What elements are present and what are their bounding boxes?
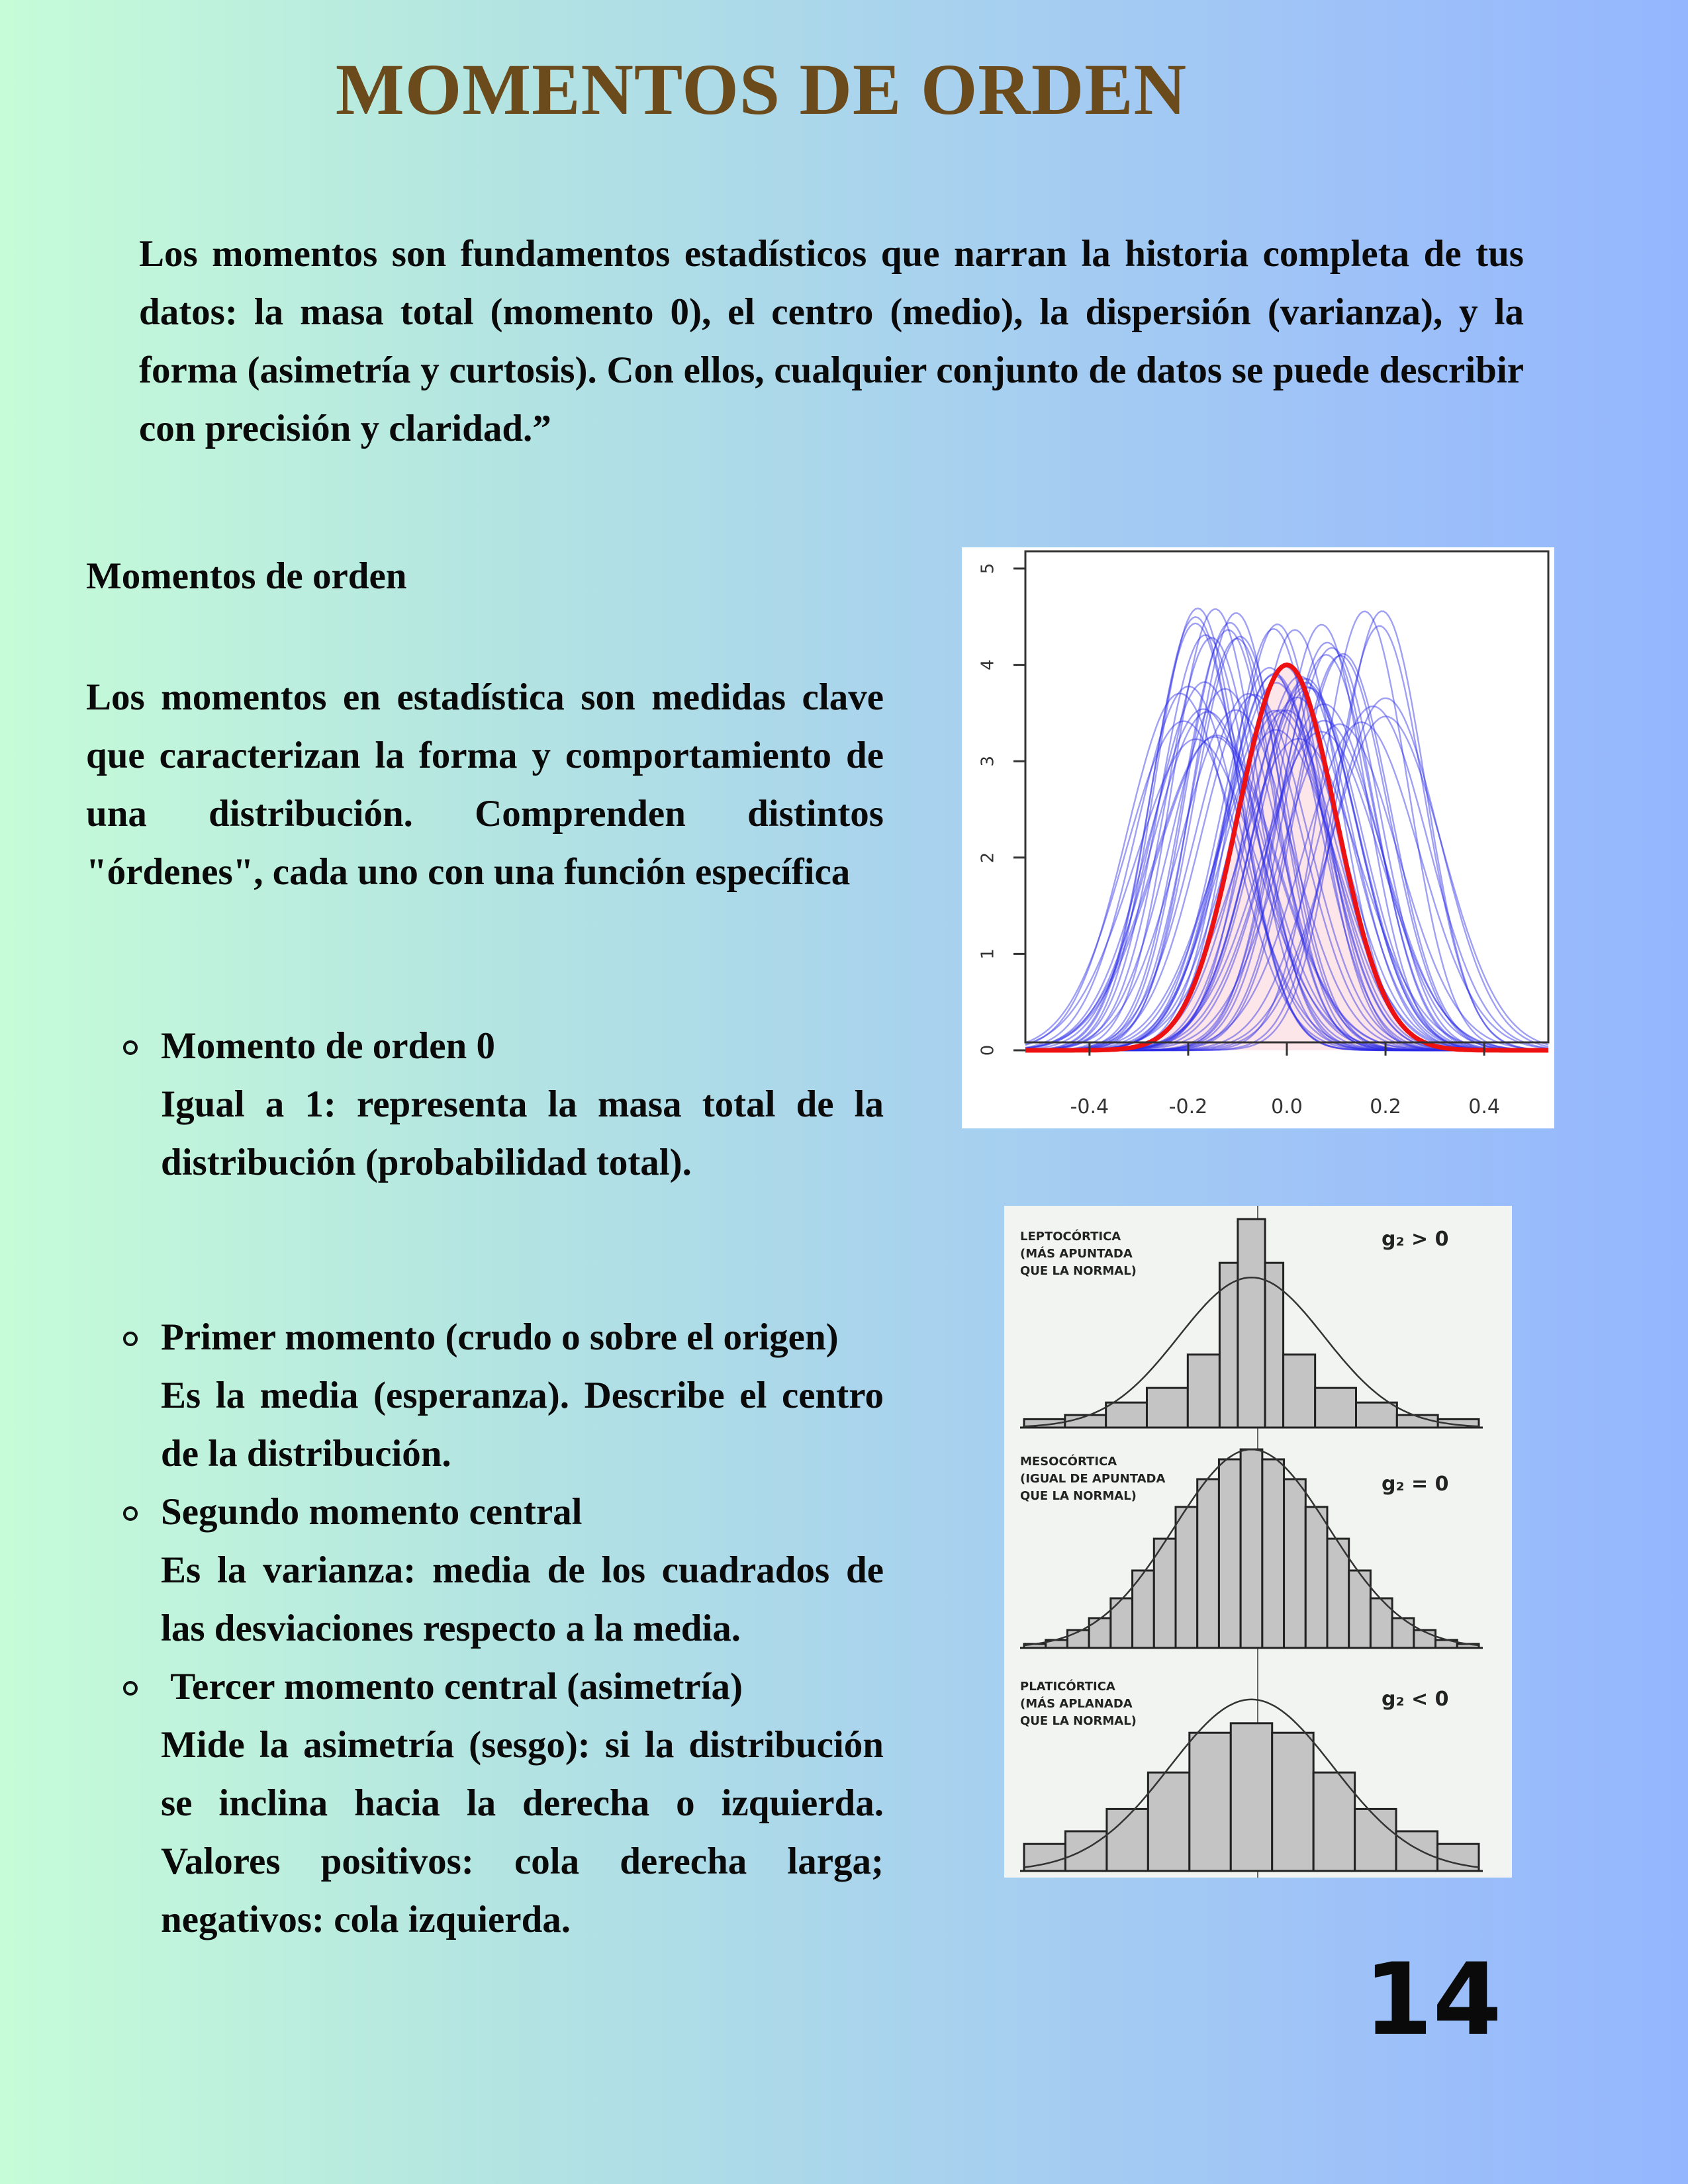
- histogram-bar: [1396, 1831, 1437, 1871]
- moment-text: Igual a 1: representa la masa total de la distribución (probabilidad total).: [161, 1083, 884, 1183]
- histogram-bar: [1392, 1618, 1414, 1648]
- panel-label: PLATICÓRTICA: [1020, 1680, 1115, 1694]
- histogram-bar: [1067, 1630, 1089, 1648]
- kurtosis-figure: [1004, 1206, 1512, 1878]
- moments-list: [86, 1017, 894, 1949]
- histogram-bar: [1106, 1402, 1147, 1428]
- page-number: 14: [1364, 1942, 1502, 2058]
- section-heading: Momentos de orden: [86, 555, 407, 597]
- kurtosis-formula: g₂ > 0: [1382, 1228, 1449, 1251]
- panel-label: MESOCÓRTICA: [1020, 1455, 1117, 1469]
- y-tick-label: 4: [978, 659, 998, 670]
- histogram-bar: [1065, 1831, 1106, 1871]
- kurtosis-panel: [1020, 1679, 1483, 1871]
- moment-title: Primer momento (crudo o sobre el origen): [161, 1316, 839, 1358]
- panel-label: (IGUAL DE APUNTADA: [1020, 1472, 1166, 1486]
- moment-text: Es la media (esperanza). Describe el centro de la distribución.: [161, 1375, 884, 1475]
- moment-title: Segundo momento central: [161, 1491, 583, 1533]
- histogram-bar: [1190, 1733, 1231, 1871]
- x-tick-label: 0.4: [1468, 1095, 1500, 1118]
- histogram-bar: [1262, 1459, 1284, 1648]
- histogram-bar: [1327, 1539, 1349, 1648]
- histogram-bar: [1197, 1479, 1219, 1648]
- circle-bullet-icon: [123, 1040, 138, 1055]
- histogram-bar: [1305, 1507, 1327, 1648]
- histogram-bar: [1107, 1809, 1148, 1871]
- panel-label: QUE LA NORMAL): [1020, 1264, 1137, 1278]
- histogram-bar: [1241, 1449, 1262, 1648]
- moment-item: [86, 1483, 884, 1658]
- histogram-bar: [1284, 1479, 1306, 1648]
- circle-bullet-icon: [123, 1681, 138, 1696]
- histogram-bar: [1188, 1355, 1219, 1428]
- moment-title: Tercer momento central (asimetría): [161, 1666, 743, 1707]
- histogram-bar: [1089, 1618, 1111, 1648]
- moment-item: [86, 1017, 884, 1192]
- histogram-bar: [1154, 1539, 1176, 1648]
- histogram-bar: [1219, 1263, 1237, 1428]
- x-tick-label: -0.2: [1168, 1095, 1208, 1118]
- y-tick-label: 0: [978, 1044, 998, 1056]
- kurtosis-panel: [1020, 1219, 1483, 1428]
- moment-text: Mide la asimetría (sesgo): si la distribución se inclina hacia la derecha o izquierda. Valores positivos: cola derecha larga; negativos: cola izquierda.: [161, 1724, 894, 1940]
- intro-paragraph: Los momentos son fundamentos estadísticos que narran la historia completa de tus datos: la masa total (momento 0), el centro (medio), la dispersión (varianza), y la forma (asimetría y curtosis). Con ellos, cualquier conjunto de datos se puede describir con precisión y claridad.”: [139, 233, 1524, 449]
- histogram-bar: [1315, 1388, 1356, 1428]
- panel-label: QUE LA NORMAL): [1020, 1489, 1137, 1503]
- histogram-bar: [1284, 1355, 1315, 1428]
- histogram-bar: [1176, 1507, 1197, 1648]
- histogram-bar: [1231, 1723, 1272, 1871]
- panel-label: LEPTOCÓRTICA: [1020, 1230, 1121, 1244]
- panel-label: (MÁS APUNTADA: [1020, 1247, 1133, 1261]
- histogram-bar: [1370, 1598, 1392, 1648]
- moment-item: [86, 1308, 884, 1483]
- histogram-bar: [1414, 1630, 1436, 1648]
- panel-label: QUE LA NORMAL): [1020, 1714, 1137, 1728]
- moment-text: Es la varianza: media de los cuadrados de las desviaciones respecto a la media.: [161, 1549, 884, 1649]
- histogram-bar: [1147, 1388, 1188, 1428]
- kurtosis-formula: g₂ < 0: [1382, 1688, 1449, 1711]
- histogram-bar: [1219, 1459, 1241, 1648]
- histogram-bar: [1111, 1598, 1133, 1648]
- section-paragraph: Los momentos en estadística son medidas clave que caracterizan la forma y comportamiento de una distribución. Comprenden distintos "órdenes", cada uno con una función específica: [86, 676, 884, 893]
- density-curves-figure: [962, 547, 1554, 1128]
- x-tick-label: 0.2: [1370, 1095, 1401, 1118]
- panel-label: (MÁS APLANADA: [1020, 1697, 1133, 1711]
- density-curves-chart: [962, 547, 1554, 1128]
- x-tick-label: 0.0: [1271, 1095, 1303, 1118]
- histogram-bar: [1238, 1219, 1265, 1428]
- page-title: MOMENTOS DE ORDEN: [335, 49, 1188, 130]
- y-tick-label: 3: [978, 755, 998, 767]
- kurtosis-histograms: [1004, 1206, 1512, 1878]
- kurtosis-panel: [1020, 1449, 1483, 1648]
- circle-bullet-icon: [123, 1332, 138, 1346]
- y-tick-label: 1: [978, 948, 998, 960]
- histogram-bar: [1356, 1402, 1397, 1428]
- histogram-bar: [1355, 1809, 1396, 1871]
- y-tick-label: 2: [978, 852, 998, 864]
- kurtosis-formula: g₂ = 0: [1382, 1473, 1449, 1496]
- x-tick-label: -0.4: [1070, 1095, 1109, 1118]
- circle-bullet-icon: [123, 1506, 138, 1521]
- histogram-bar: [1272, 1733, 1313, 1871]
- moment-item: [86, 1658, 894, 1949]
- histogram-bar: [1265, 1263, 1283, 1428]
- moment-title: Momento de orden 0: [161, 1025, 496, 1067]
- y-tick-label: 5: [978, 563, 998, 574]
